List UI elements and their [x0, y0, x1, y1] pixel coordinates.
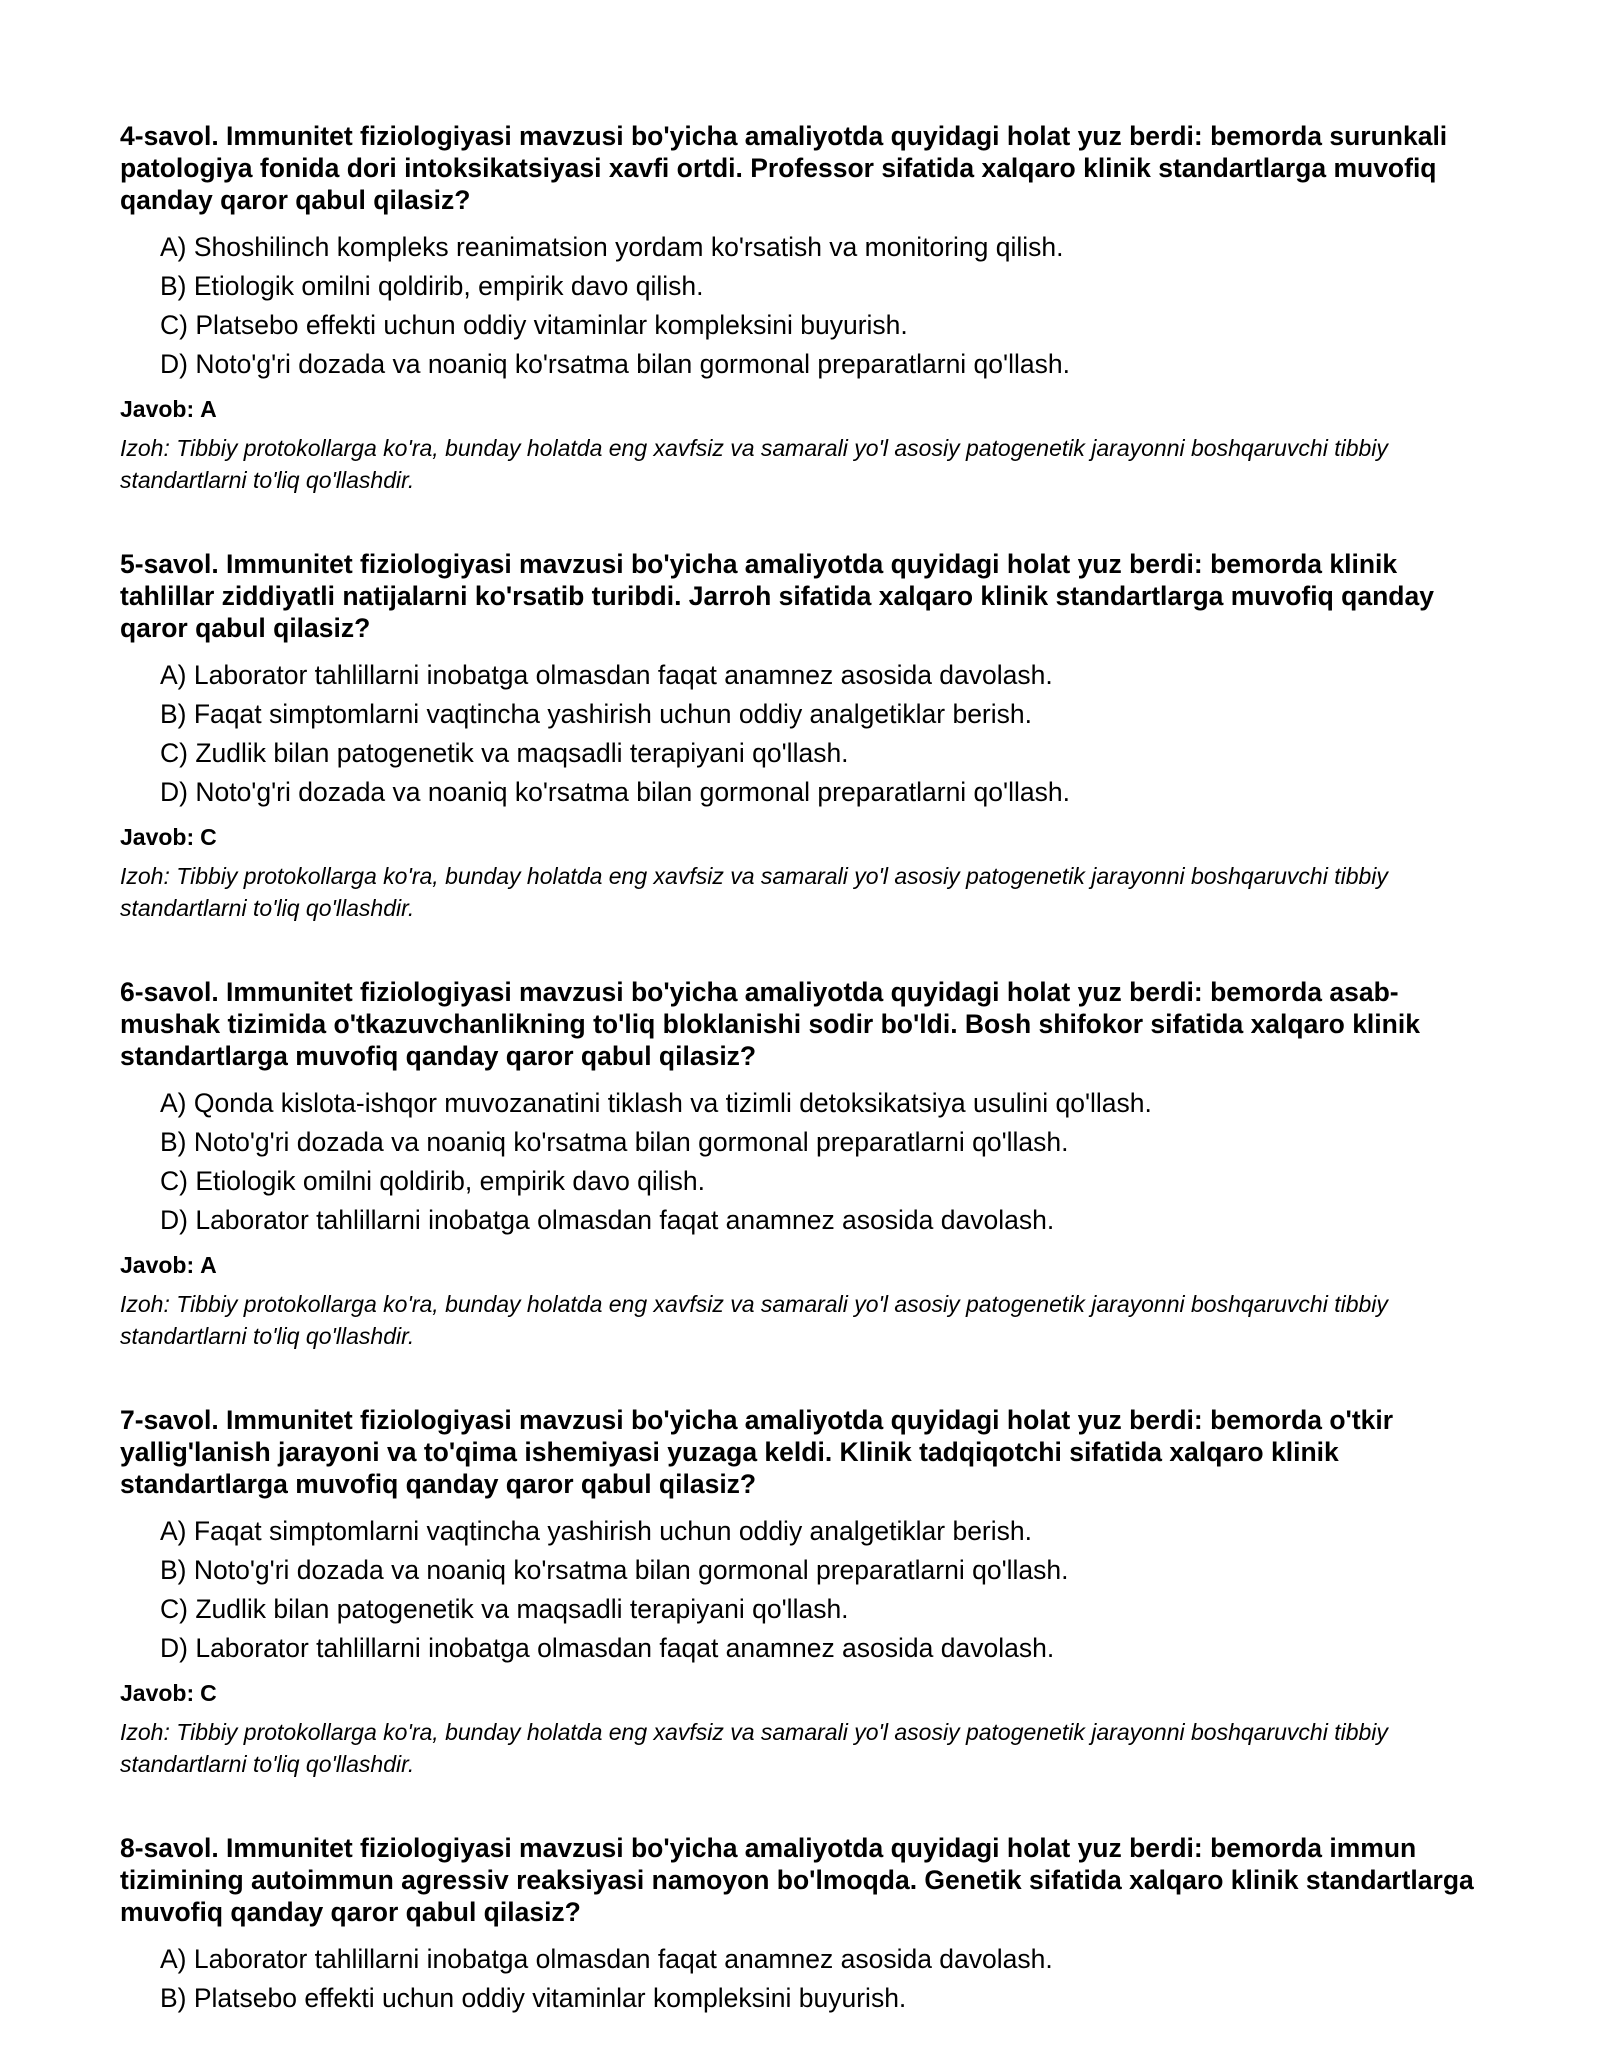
question-text: 6-savol. Immunitet fiziologiyasi mavzusi bo'yicha amaliyotda quyidagi holat yuz berdi: bemorda asab-mushak tizimida o'tkazuvchanlikning to'liq bloklanishi sodir bo'ldi. Bosh shifokor sifatida xalqaro klinik standartlarga muvofiq qanday qaror qabul qilasiz?: [120, 977, 1420, 1071]
option-c: C) Platsebo effekti uchun oddiy vitaminlar kompleksini buyurish.: [160, 310, 908, 340]
options-list: [120, 1940, 1480, 2018]
question-text: 5-savol. Immunitet fiziologiyasi mavzusi bo'yicha amaliyotda quyidagi holat yuz berdi: bemorda klinik tahlillar ziddiyatli natijalarni ko'rsatib turibdi. Jarroh sifatida xalqaro klinik standartlarga muvofiq qanday qaror qabul qilasiz?: [120, 549, 1434, 643]
answer-label: Javob:: [120, 396, 195, 422]
option-a: A) Laborator tahlillarni inobatga olmasdan faqat anamnez asosida davolash.: [160, 1944, 1053, 1974]
document-page: [120, 120, 1480, 2070]
answer-label: Javob:: [120, 824, 195, 850]
options-list: [120, 1084, 1480, 1240]
option-d: D) Noto'g'ri dozada va noaniq ko'rsatma bilan gormonal preparatlarni qo'llash.: [160, 777, 1070, 807]
answer-value: A: [200, 1252, 217, 1278]
answer-value: A: [200, 396, 217, 422]
options-list: [120, 656, 1480, 812]
option-a: A) Faqat simptomlarni vaqtincha yashirish uchun oddiy analgetiklar berish.: [160, 1516, 1032, 1546]
question-block: [120, 548, 1480, 924]
explanation-note: Izoh: Tibbiy protokollarga ko'ra, bunday holatda eng xavfsiz va samarali yo'l asosiy patogenetik jarayonni boshqaruvchi tibbiy standartlarni to'liq qo'llashdir.: [120, 1291, 1388, 1349]
option-d: D) Laborator tahlillarni inobatga olmasdan faqat anamnez asosida davolash.: [160, 1205, 1055, 1235]
answer-label: Javob:: [120, 1680, 195, 1706]
option-a: A) Shoshilinch kompleks reanimatsion yordam ko'rsatish va monitoring qilish.: [160, 232, 1064, 262]
question-block: [120, 976, 1480, 1352]
option-b: B) Noto'g'ri dozada va noaniq ko'rsatma bilan gormonal preparatlarni qo'llash.: [160, 1127, 1069, 1157]
option-b: B) Platsebo effekti uchun oddiy vitaminlar kompleksini buyurish.: [160, 1983, 907, 2013]
question-block: [120, 120, 1480, 496]
options-list: [120, 1512, 1480, 1668]
option-d: D) Noto'g'ri dozada va noaniq ko'rsatma bilan gormonal preparatlarni qo'llash.: [160, 349, 1070, 379]
question-text: 8-savol. Immunitet fiziologiyasi mavzusi bo'yicha amaliyotda quyidagi holat yuz berdi: bemorda immun tizimining autoimmun agressiv reaksiyasi namoyon bo'lmoqda. Genetik sifatida xalqaro klinik standartlarga muvofiq qanday qaror qabul qilasiz?: [120, 1833, 1474, 1927]
answer-value: C: [200, 824, 217, 850]
answer-line: [120, 822, 1480, 852]
explanation-note: Izoh: Tibbiy protokollarga ko'ra, bunday holatda eng xavfsiz va samarali yo'l asosiy patogenetik jarayonni boshqaruvchi tibbiy standartlarni to'liq qo'llashdir.: [120, 863, 1388, 921]
answer-line: [120, 1678, 1480, 1708]
question-block: [120, 1832, 1480, 2018]
explanation-note: Izoh: Tibbiy protokollarga ko'ra, bunday holatda eng xavfsiz va samarali yo'l asosiy patogenetik jarayonni boshqaruvchi tibbiy standartlarni to'liq qo'llashdir.: [120, 435, 1388, 493]
options-list: [120, 228, 1480, 384]
question-text: 7-savol. Immunitet fiziologiyasi mavzusi bo'yicha amaliyotda quyidagi holat yuz berdi: bemorda o'tkir yallig'lanish jarayoni va to'qima ishemiyasi yuzaga keldi. Klinik tadqiqotchi sifatida xalqaro klinik standartlarga muvofiq qanday qaror qabul qilasiz?: [120, 1405, 1394, 1499]
question-text: 4-savol. Immunitet fiziologiyasi mavzusi bo'yicha amaliyotda quyidagi holat yuz berdi: bemorda surunkali patologiya fonida dori intoksikatsiyasi xavfi ortdi. Professor sifatida xalqaro klinik standartlarga muvofiq qanday qaror qabul qilasiz?: [120, 121, 1448, 215]
option-b: B) Noto'g'ri dozada va noaniq ko'rsatma bilan gormonal preparatlarni qo'llash.: [160, 1555, 1069, 1585]
option-a: A) Laborator tahlillarni inobatga olmasdan faqat anamnez asosida davolash.: [160, 660, 1053, 690]
answer-label: Javob:: [120, 1252, 195, 1278]
option-c: C) Zudlik bilan patogenetik va maqsadli terapiyani qo'llash.: [160, 1594, 849, 1624]
option-b: B) Faqat simptomlarni vaqtincha yashirish uchun oddiy analgetiklar berish.: [160, 699, 1032, 729]
option-d: D) Laborator tahlillarni inobatga olmasdan faqat anamnez asosida davolash.: [160, 1633, 1055, 1663]
option-c: C) Etiologik omilni qoldirib, empirik davo qilish.: [160, 1166, 705, 1196]
option-c: C) Zudlik bilan patogenetik va maqsadli terapiyani qo'llash.: [160, 738, 849, 768]
question-block: [120, 1404, 1480, 1780]
option-a: A) Qonda kislota-ishqor muvozanatini tiklash va tizimli detoksikatsiya usulini qo'llash.: [160, 1088, 1152, 1118]
answer-value: C: [200, 1680, 217, 1706]
explanation-note: Izoh: Tibbiy protokollarga ko'ra, bunday holatda eng xavfsiz va samarali yo'l asosiy patogenetik jarayonni boshqaruvchi tibbiy standartlarni to'liq qo'llashdir.: [120, 1719, 1388, 1777]
answer-line: [120, 394, 1480, 424]
option-b: B) Etiologik omilni qoldirib, empirik davo qilish.: [160, 271, 704, 301]
answer-line: [120, 1250, 1480, 1280]
